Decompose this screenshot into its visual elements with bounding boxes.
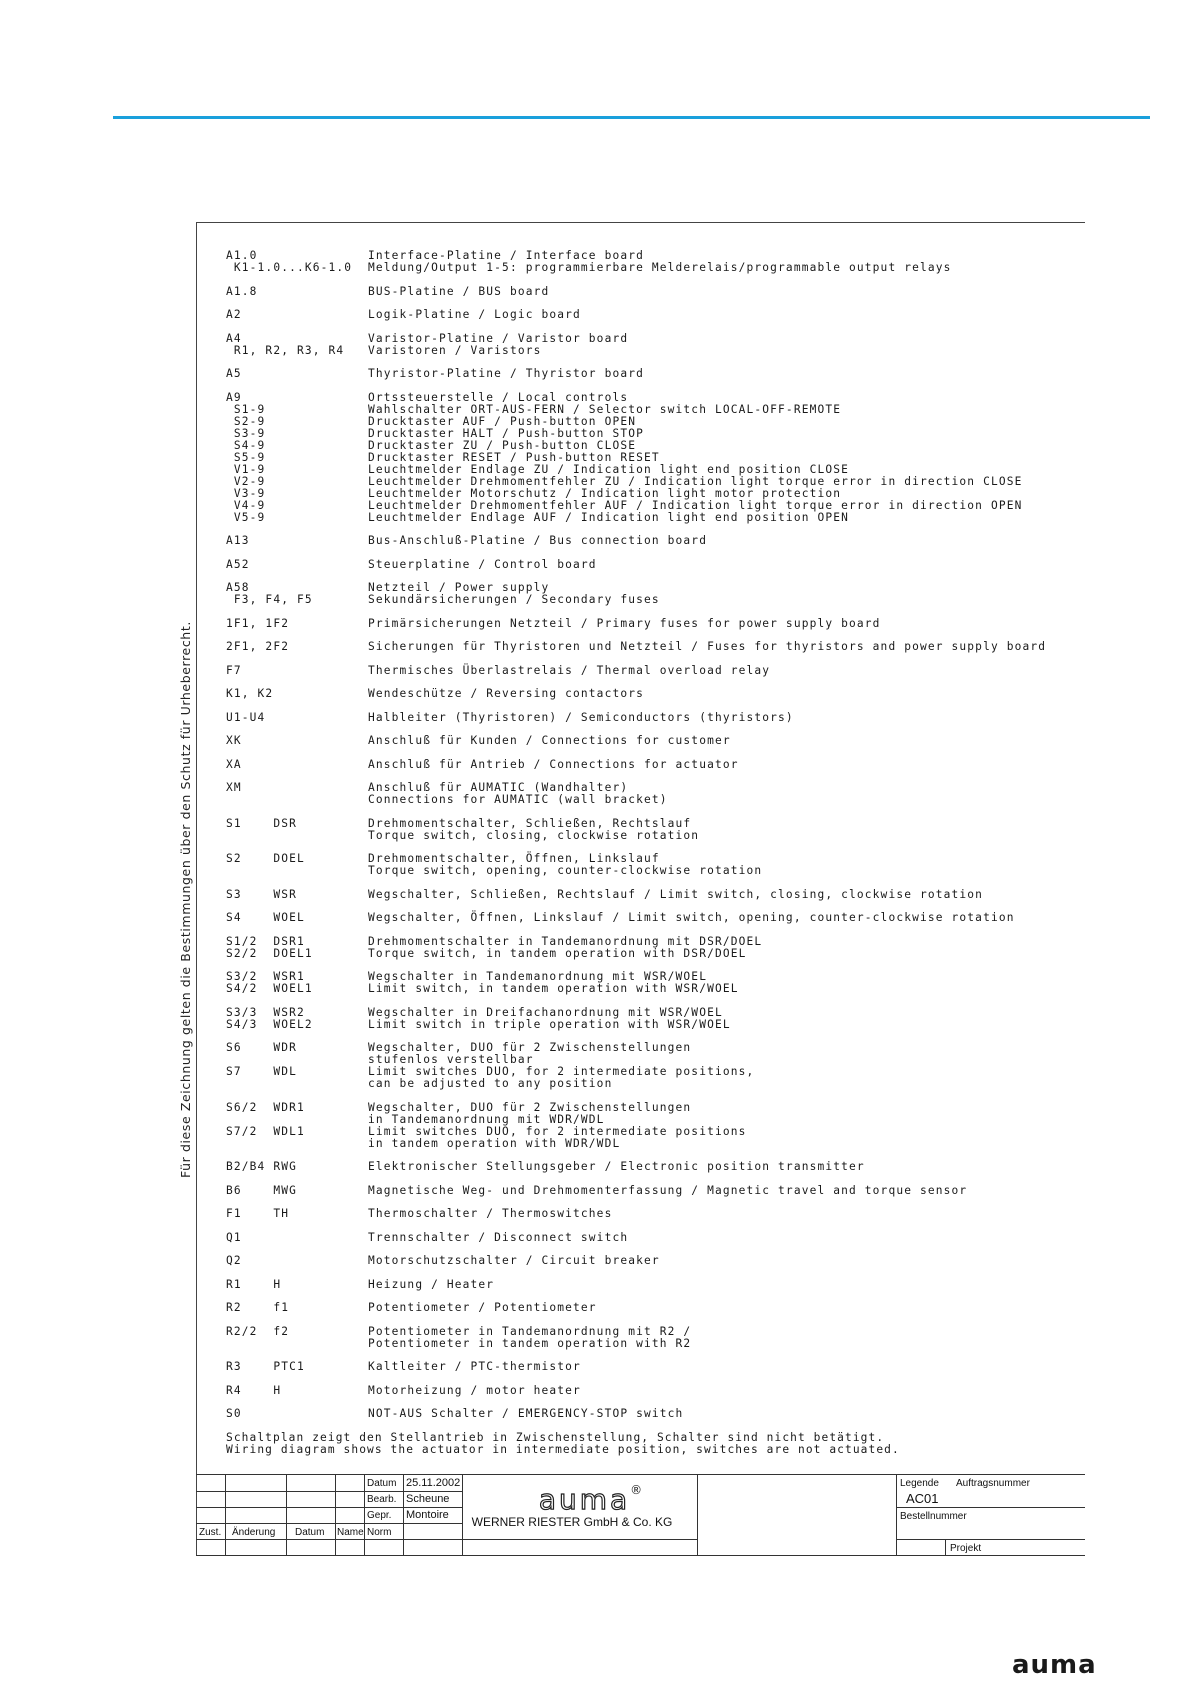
rev-header-zust: Zust. <box>199 1527 222 1538</box>
legend-code: S6/2 WDR1 S7/2 WDL1 <box>226 1100 305 1138</box>
auftragsnummer-label: Auftragsnummer <box>956 1478 1030 1489</box>
registered-mark: ® <box>630 1483 646 1497</box>
legend-description: Thyristor-Platine / Thyristor board <box>368 367 644 380</box>
legend-entry <box>226 1408 1076 1420</box>
legend-description: Sicherungen für Thyristoren und Netzteil / Fuses for thyristors and power supply board <box>368 640 1047 653</box>
legend-description: Motorheizung / motor heater <box>368 1383 581 1397</box>
legend-code: A2 <box>226 308 242 321</box>
legend-entry <box>226 1361 1076 1373</box>
legend-description: Netzteil / Power supply Sekundärsicherungen / Secondary fuses <box>368 581 660 606</box>
legend-code: F7 <box>226 663 242 677</box>
legend-code: A1.0 K1-1.0...K6-1.0 <box>226 249 353 274</box>
legend-description: Thermoschalter / Thermoswitches <box>368 1207 613 1220</box>
wiring-note: Schaltplan zeigt den Stellantrieb in Zwischenstellung, Schalter sind nicht betätigt. Wiring diagram shows the actuator in intermediate position, switches are not actuated. <box>226 1431 900 1456</box>
legend-code: S1 DSR <box>226 816 297 830</box>
gepr-value: Montoire <box>406 1509 449 1521</box>
legend-code: R1 H <box>226 1277 282 1291</box>
legend-description: Interface-Platine / Interface board Meldung/Output 1-5: programmierbare Melderelais/programmable output relays <box>368 249 952 274</box>
legend-entry <box>226 1232 1076 1244</box>
legend-description: Wegschalter, DUO für 2 Zwischenstellungen in Tandemanordnung mit WDR/WDL Limit switches DUO, for 2 intermediate positions in tandem operation with WDR/WDL <box>368 1100 747 1150</box>
legend-entry <box>226 559 1076 571</box>
legend-code: S2 DOEL <box>226 852 305 865</box>
legend-description: Wendeschütze / Reversing contactors <box>368 687 644 700</box>
legend-entry <box>226 1102 1076 1150</box>
legend-description: Potentiometer / Potentiometer <box>368 1301 597 1314</box>
legend-code: K1, K2 <box>226 687 274 700</box>
legend-description: Trennschalter / Disconnect switch <box>368 1230 629 1244</box>
legend-description: Drehmomentschalter, Öffnen, Linkslauf Torque switch, opening, counter-clockwise rotation <box>368 852 763 877</box>
bestellnummer-label: Bestellnummer <box>900 1511 967 1522</box>
auma-logo-text: auma <box>538 1483 631 1516</box>
legend-entry <box>226 936 1076 960</box>
legend-code: XK <box>226 734 242 747</box>
legend-code: U1-U4 <box>226 710 266 724</box>
legend-code: R2/2 f2 <box>226 1324 290 1338</box>
legend-code: F1 TH <box>226 1207 290 1220</box>
legend-code: R4 H <box>226 1383 282 1397</box>
legend-entry <box>226 853 1076 877</box>
legend-entry <box>226 368 1076 380</box>
legend-description: Steuerplatine / Control board <box>368 557 597 571</box>
legend-code: A1.8 <box>226 284 258 298</box>
legend-code: Q2 <box>226 1254 242 1267</box>
legend-description: Elektronischer Stellungsgeber / Electronic position transmitter <box>368 1160 865 1173</box>
legend-entry <box>226 1302 1076 1314</box>
legend-code: XA <box>226 757 242 771</box>
legend-entry <box>226 912 1076 924</box>
header-rule <box>113 116 1150 119</box>
legend-entry <box>226 971 1076 995</box>
auma-logo <box>522 1483 662 1516</box>
legend-description: Varistor-Platine / Varistor board Varistoren / Varistors <box>368 331 629 357</box>
legend-entry <box>226 782 1076 806</box>
bearb-label: Bearb. <box>367 1494 397 1505</box>
legend-code: S4 WOEL <box>226 911 305 924</box>
legend-entry <box>226 1185 1076 1197</box>
legend-description: Logik-Platine / Logic board <box>368 308 581 321</box>
legend-entry <box>226 535 1076 547</box>
legend-description: Anschluß für AUMATIC (Wandhalter) Connections for AUMATIC (wall bracket) <box>368 781 668 806</box>
legend-code: A5 <box>226 367 242 380</box>
legend-entry <box>226 1208 1076 1220</box>
legend-description: Drehmomentschalter in Tandemanordnung mit DSR/DOEL Torque switch, in tandem operation with DSR/DOEL <box>368 934 763 960</box>
legend-code: B6 MWG <box>226 1183 297 1197</box>
legend-entry <box>226 618 1076 630</box>
legend-description: Wegschalter, DUO für 2 Zwischenstellungen stufenlos verstellbar Limit switches DUO, for 2 intermediate positions, can be adjusted to any position <box>368 1041 755 1090</box>
legend-entry <box>226 333 1076 357</box>
legend-entry <box>226 1161 1076 1173</box>
legend-code: B2/B4 RWG <box>226 1160 297 1173</box>
legend-description: Magnetische Weg- und Drehmomenterfassung / Magnetic travel and torque sensor <box>368 1183 968 1197</box>
legend-description: Bus-Anschluß-Platine / Bus connection board <box>368 534 708 547</box>
legend-description: Ortssteuerstelle / Local controls Wahlschalter ORT-AUS-FERN / Selector switch LOCAL-OFF-REMOTE Drucktaster AUF / Push-button OPEN Drucktaster HALT / Push-button STOP Drucktaster ZU / Push-button CLOSE Drucktaster RESET / Push-button RESET Leuchtmelder Endlage ZU / Indication light end position CLOSE Leuchtmelder Drehmomentfehler ZU / Indication light torque error in direction CLOSE Leuchtmelder Motorschutz / Indication light motor protection Leuchtmelder Drehmomentfehler AUF / Indication light torque error in direction OPEN Leuchtmelder Endlage AUF / Indication light end position OPEN <box>368 390 1023 524</box>
legend-description: Anschluß für Antrieb / Connections for actuator <box>368 757 739 771</box>
legend-entry <box>226 1279 1076 1291</box>
legend-entry <box>226 818 1076 842</box>
rev-header-name: Name <box>337 1527 364 1538</box>
gepr-label: Gepr. <box>367 1510 392 1521</box>
datum-label: Datum <box>367 1478 397 1489</box>
legende-label: Legende <box>900 1478 939 1489</box>
legend-code: A52 <box>226 557 250 571</box>
legend-description: BUS-Platine / BUS board <box>368 284 550 298</box>
legend-entry <box>226 1326 1076 1350</box>
legend-description: NOT-AUS Schalter / EMERGENCY-STOP switch <box>368 1407 684 1420</box>
legend-entry <box>226 582 1076 606</box>
rev-header-aenderung: Änderung <box>232 1527 276 1538</box>
legend-code: S1/2 DSR1 S2/2 DOEL1 <box>226 934 313 960</box>
legend-entry <box>226 1007 1076 1031</box>
legend-entry <box>226 392 1076 524</box>
legend-code: A13 <box>226 534 250 547</box>
legend-entry <box>226 735 1076 747</box>
legend-description: Thermisches Überlastrelais / Thermal overload relay <box>368 663 771 677</box>
legend-description: Drehmomentschalter, Schließen, Rechtslauf Torque switch, closing, clockwise rotation <box>368 816 700 842</box>
legend-code: 2F1, 2F2 <box>226 640 290 653</box>
legend-entry <box>226 1255 1076 1267</box>
title-block <box>196 1474 1085 1556</box>
norm-label: Norm <box>367 1527 392 1538</box>
legend-code: S0 <box>226 1407 242 1420</box>
legend-entry <box>226 641 1076 653</box>
legend-code: A4 R1, R2, R3, R4 <box>226 331 345 357</box>
legend-entry <box>226 759 1076 771</box>
legend-entry <box>226 1385 1076 1397</box>
company-name: WERNER RIESTER GmbH & Co. KG <box>471 1515 673 1529</box>
legend-code: A58 F3, F4, F5 <box>226 581 313 606</box>
copyright-note: Für diese Zeichnung gelten die Bestimmungen über den Schutz für Urheberrecht. <box>178 621 193 1178</box>
legend-list <box>226 250 1076 1432</box>
legend-description: Halbleiter (Thyristoren) / Semiconductors (thyristors) <box>368 710 794 724</box>
legend-code: S6 WDR S7 WDL <box>226 1041 297 1078</box>
legend-code: XM <box>226 781 242 794</box>
legend-code: S3/3 WSR2 S4/3 WOEL2 <box>226 1005 313 1031</box>
footer-logo: auma <box>1012 1650 1097 1680</box>
bearb-value: Scheune <box>406 1493 450 1505</box>
legend-entry <box>226 309 1076 321</box>
legend-description: Wegschalter in Dreifachanordnung mit WSR/WOEL Limit switch in triple operation with WSR/WOEL <box>368 1005 731 1031</box>
legend-description: Kaltleiter / PTC-thermistor <box>368 1360 581 1373</box>
datum-value: 25.11.2002 <box>406 1477 461 1489</box>
legend-description: Potentiometer in Tandemanordnung mit R2 / Potentiometer in tandem operation with R2 <box>368 1324 692 1350</box>
legend-entry <box>226 286 1076 298</box>
legend-description: Heizung / Heater <box>368 1277 495 1291</box>
legend-entry <box>226 665 1076 677</box>
legend-entry <box>226 889 1076 901</box>
rev-header-datum: Datum <box>295 1527 325 1538</box>
legend-code: A9 S1-9 S2-9 S3-9 S4-9 S5-9 V1-9 V2-9 V3-9 V4-9 V5-9 <box>226 390 266 524</box>
legend-code: Q1 <box>226 1230 242 1244</box>
legend-code: R2 f1 <box>226 1301 290 1314</box>
legend-entry <box>226 712 1076 724</box>
legend-description: Wegschalter, Öffnen, Linkslauf / Limit switch, opening, counter-clockwise rotation <box>368 911 1015 924</box>
legend-entry <box>226 1042 1076 1090</box>
legend-code: R3 PTC1 <box>226 1360 305 1373</box>
legend-entry <box>226 250 1076 274</box>
legend-description: Anschluß für Kunden / Connections for customer <box>368 734 731 747</box>
legend-description: Primärsicherungen Netzteil / Primary fuses for power supply board <box>368 616 881 630</box>
legend-description: Wegschalter, Schließen, Rechtslauf / Limit switch, closing, clockwise rotation <box>368 887 984 901</box>
legend-code: 1F1, 1F2 <box>226 616 290 630</box>
projekt-label: Projekt <box>950 1543 982 1554</box>
legend-description: Motorschutzschalter / Circuit breaker <box>368 1254 660 1267</box>
legend-entry <box>226 688 1076 700</box>
legend-description: Wegschalter in Tandemanordnung mit WSR/WOEL Limit switch, in tandem operation with WSR/WOEL <box>368 970 739 995</box>
legend-code: S3/2 WSR1 S4/2 WOEL1 <box>226 970 313 995</box>
legend-code: S3 WSR <box>226 887 297 901</box>
legende-value: AC01 <box>906 1491 939 1506</box>
